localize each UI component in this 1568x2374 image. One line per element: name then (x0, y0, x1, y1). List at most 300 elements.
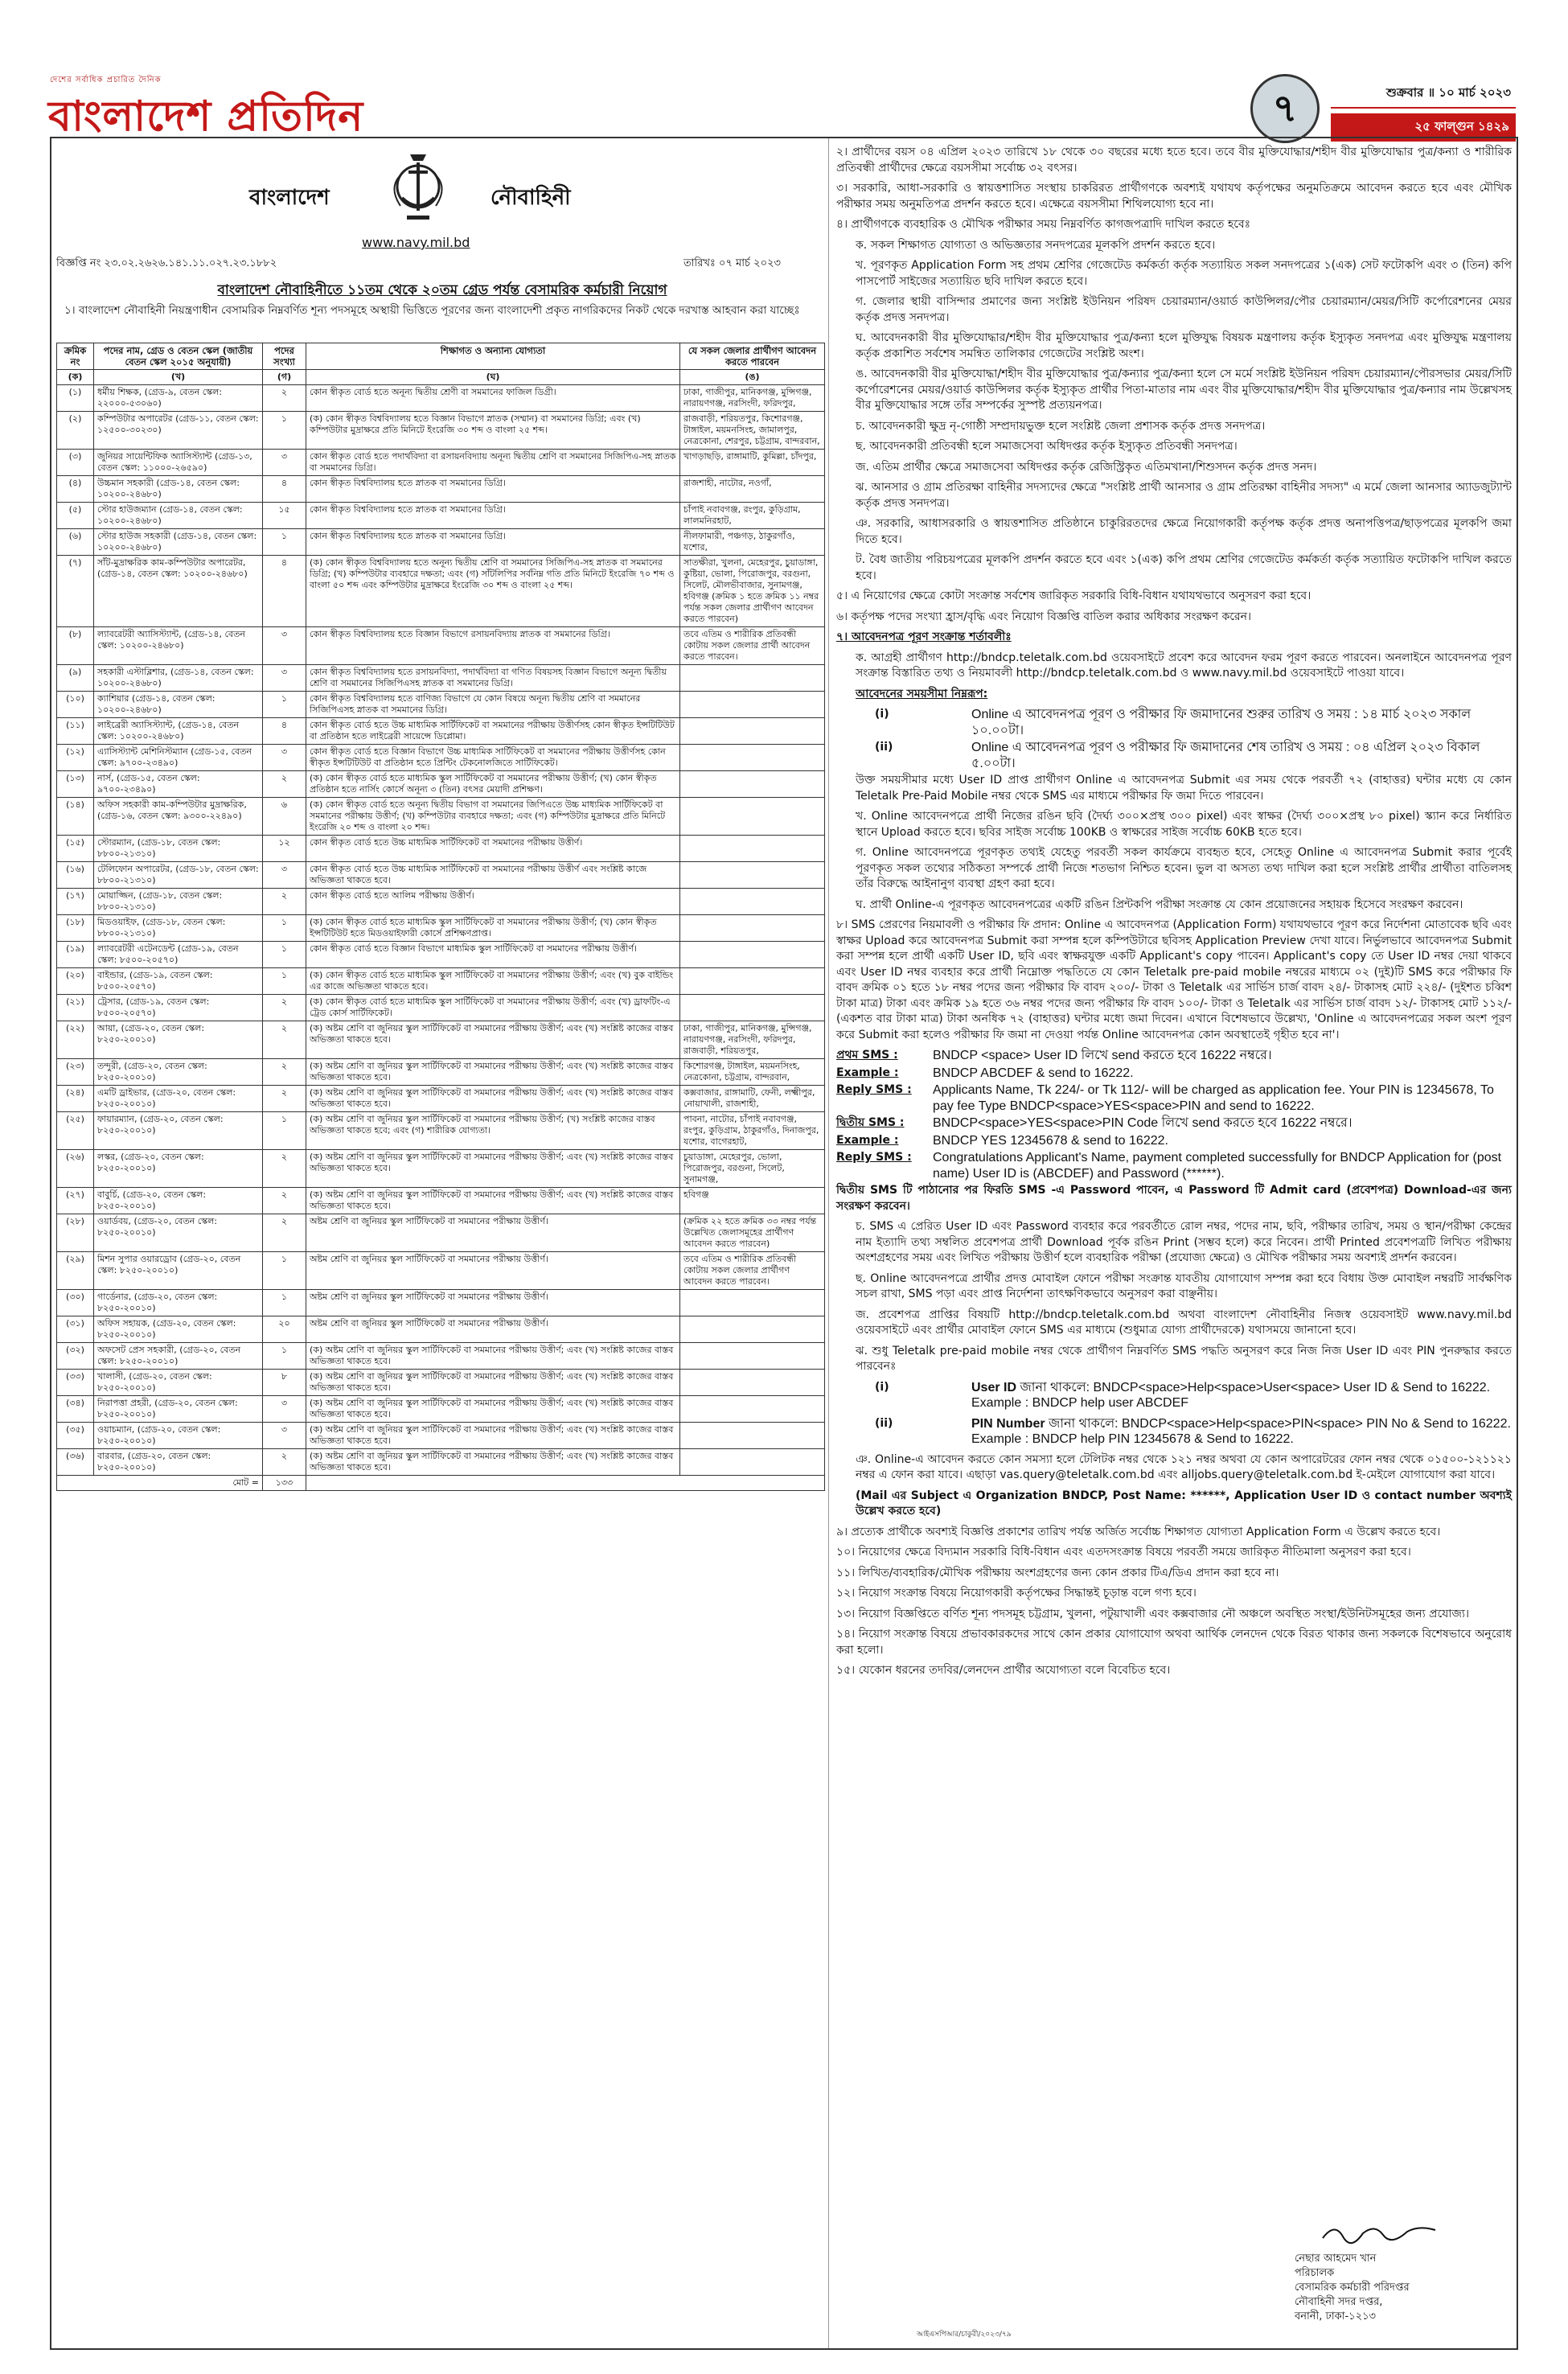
row-serial: (১০) (57, 692, 94, 718)
letter-cell: (গ) (263, 370, 306, 385)
row-qualification: (ক) কোন স্বীকৃত বোর্ড হতে মাধ্যমিক স্কুল সার্টিফিকেট বা সমমানের পরীক্ষায় উত্তীর্ণ; এবং (খ) ড্রাফটিং-এ ট্রেড কোর্স সার্টিফিকেট। (306, 995, 680, 1021)
schedule-title: আবেদনের সময়সীমা নিম্নরূপ: (856, 687, 988, 700)
table-row (57, 995, 825, 1021)
document-item: চ. আবেদনকারী ক্ষুদ্র নৃ-গোষ্ঠী সম্প্রদায়ভুক্ত হলে সংশ্লিষ্ট জেলা প্রশাসক কর্তৃক প্রদত্ত সনদপত্র। (856, 419, 1266, 433)
row-post: এ্যাসিস্ট্যান্ট মেশিনিস্টম্যান (গ্রেড-১৫, বেতন স্কেল: ৯৭০০-২৩৪৯০) (94, 745, 263, 771)
table-row (57, 556, 825, 627)
recovery-instruction: জানা থাকলে: BNDCP<space>Help<space>PIN<space> PIN No & Send to 16222. (1049, 1416, 1511, 1431)
clause-posting-area: ১৩। নিয়োগ বিজ্ঞপ্তিতে বর্ণিত শূন্য পদসমূহ চট্টগ্রাম, খুলনা, পটুয়াখালী এবং কক্সবাজার নৌ অঞ্চলে অবস্থিত সংস্থা/ইউনিটসমূহের জন্য প্রযোজ্য। (836, 1607, 1469, 1620)
row-post: আয়া, (গ্রেড-২০, বেতন স্কেল: ৮২৫০-২০০১০) (94, 1021, 263, 1059)
row-post: কম্পিউটার অপারেটর (গ্রেড-১১, বেতন স্কেল: ১২৫০০-৩০২৩০) (94, 412, 263, 450)
document-item: ট. বৈধ জাতীয় পরিচয়পত্রের মূলকপি প্রদর্শন করতে হবে এবং ১(এক) কপি প্রথম শ্রেণির গেজেটেড কর্মকর্তা কর্তৃক সত্যায়িত ফটোকপি দাখিল করতে হবে। (856, 553, 1512, 582)
clause-no-influence: ১৪। নিয়োগ সংক্রান্ত বিষয়ে প্রভাবকারকদের সাথে কোন প্রকার যোগাযোগ অথবা আর্থিক লেনদেন থেকে বিরত থাকার জন্য সকলকে বিশেষভাবে অনুরোধ করা হলো। (836, 1628, 1512, 1657)
row-post: ল্যাবরেটরী এটেনডেন্ট (গ্রেড-১৯, বেতন স্কেল: ৮৫০০-২০৫৭০) (94, 942, 263, 968)
sms-line (836, 1115, 1512, 1132)
clause-no-ta-da: ১১। লিখিত/ব্যবহারিক/মৌখিক পরীক্ষায় অংশগ্রহণের জন্য কোন প্রকার টিএ/ডিএ প্রদান করা হবে না। (836, 1566, 1279, 1579)
row-qualification: (ক) অষ্টম শ্রেণি বা জুনিয়র স্কুল সার্টিফিকেট বা সমমানের পরীক্ষায় উত্তীর্ণ; (খ) সংশ্লিষ্ট কাজের বাস্তব অভিজ্ঞতা থাকতে হবে; এবং (গ) শারীরিক যোগ্যতা। (306, 1112, 680, 1150)
row-post: খালাসী, (গ্রেড-২০, বেতন স্কেল: ৮২৫০-২০০১০) (94, 1370, 263, 1396)
sms-key: Example : (836, 1133, 899, 1147)
row-qualification: কোন স্বীকৃত বোর্ড হতে উচ্চ মাধ্যমিক সার্টিফিকেট বা সমমানের পরীক্ষায় উত্তীর্ণসহ কোন স্বীকৃত ইন্সটিটিউট বা প্রতিষ্ঠান হতে লাইব্রেরী সায়েন্সে ডিপ্লোমা। (306, 718, 680, 745)
sms-line (836, 1082, 1512, 1114)
sms-value: Applicants Name, Tk 224/- or Tk 112/- will be charged as application fee. Your PIN is 12345678, To pay fee Type BNDCP<space>YES<space>PIN and send to 16222. (933, 1083, 1494, 1113)
row-serial: (৯) (57, 665, 94, 692)
row-districts (680, 915, 825, 942)
row-post: এমটি ড্রাইভার, (গ্রেড-২০, বেতন স্কেল: ৮২৫০-২০০১০) (94, 1086, 263, 1112)
row-post: মিডওয়াইফ, (গ্রেড-১৮, বেতন স্কেল: ৮৮০০-২১৩১০) (94, 915, 263, 942)
clause-documents: ৪। প্রার্থীগণকে ব্যবহারিক ও মৌখিক পরীক্ষার সময় নিম্নবর্ণিত কাগজপত্রাদি দাখিল করতে হবেঃ (836, 218, 1251, 231)
row-count: ১ (263, 1112, 306, 1150)
header-qualification: শিক্ষাগত ও অন্যান্য যোগ্যতা (306, 343, 680, 370)
row-qualification: (ক) অষ্টম শ্রেণি বা জুনিয়র স্কুল সার্টিফিকেট বা সমমানের পরীক্ষায় উত্তীর্ণ; এবং (খ) সংশ্লিষ্ট কাজের বাস্তব অভিজ্ঞতা থাকতে হবে। (306, 1370, 680, 1396)
row-serial: (৬) (57, 529, 94, 556)
table-row (57, 1150, 825, 1188)
date-bangla: ২৫ ফাল্গুন ১৪২৯ (1331, 113, 1516, 142)
row-serial: (৩) (57, 450, 94, 476)
sms-line (836, 1048, 1512, 1064)
row-post: তন্দুরী, (গ্রেড-২০, বেতন স্কেল: ৮২৫০-২০০১০) (94, 1059, 263, 1086)
memo-date: তারিখঃ ০৭ মার্চ ২০২৩ (683, 257, 781, 269)
clause-mail-subject: (Mail এর Subject এ Organization BNDCP, Post Name: ******, Application User ID ও contact number অবশ্যই উল্লেখ করতে হবে) (856, 1489, 1512, 1518)
row-serial: (২৩) (57, 1059, 94, 1086)
row-qualification: (ক) অষ্টম শ্রেণি বা জুনিয়র স্কুল সার্টিফিকেট বা সমমানের পরীক্ষায় উত্তীর্ণ; এবং (খ) সংশ্লিষ্ট কাজের বাস্তব অভিজ্ঞতা থাকতে হবে। (306, 1021, 680, 1059)
table-row (57, 529, 825, 556)
total-value: ১৩৩ (263, 1476, 306, 1491)
row-post: মিশন সুপার ওয়ারড্রোব (গ্রেড-২০, বেতন স্কেল: ৮২৫০-২০০১০) (94, 1252, 263, 1290)
row-districts: ঢাকা, গাজীপুর, মানিকগঞ্জ, মুন্সিগঞ্জ, নারায়ণগঞ্জ, নরসিংদী, ফরিদপুর, (680, 385, 825, 412)
row-serial: (১৩) (57, 771, 94, 798)
row-districts (680, 798, 825, 836)
row-count: ৩ (263, 1396, 306, 1423)
sms-value: Congratulations Applicant's Name, payment completed successfully for BNDCP Application for (post name) User ID is (ABCDEF) and Password (******). (933, 1151, 1502, 1181)
row-qualification: (ক) কোন স্বীকৃত বোর্ড হতে মাধ্যমিক স্কুল সার্টিফিকেট বা সমমানের পরীক্ষায় উত্তীর্ণ; এবং (খ) বুক বাইন্ডিং এর কাজে অভিজ্ঞতা থাকতে হবে। (306, 968, 680, 995)
documents-list (836, 238, 1512, 585)
letter-cell: (ক) (57, 370, 94, 385)
sms-key: দ্বিতীয় SMS : (836, 1116, 905, 1129)
row-count: ১ (263, 412, 306, 450)
row-post: ল্যাবরেটরী অ্যাসিস্ট্যান্ট, (গ্রেড-১৪, বেতন স্কেল: ১০২০০-২৪৬৮০) (94, 627, 263, 665)
website-link[interactable]: www.navy.mil.bd (362, 235, 470, 250)
clause-admit-card: চ. SMS এ প্রেরিত User ID এবং Password ব্যবহার করে পরবর্তীতে রোল নম্বর, পদের নাম, ছবি, পরীক্ষার তারিখ, সময় ও স্থান/পরীক্ষা কেন্দ্রের নাম ইত্যাদি তথ্য সম্বলিত প্রবেশপত্র প্রার্থী Download পূর্বক রঙিন Print (সম্ভব হলে) করে নিবেন। প্রার্থী Printed প্রবেশপত্রটি লিখিত পরীক্ষায় অংশগ্রহণের সময় এবং লিখিত পরীক্ষায় উত্তীর্ণ হলে ব্যবহারিক পরীক্ষা (প্রযোজ্য ক্ষেত্রে) ও মৌখিক পরীক্ষার সময় অবশ্যই প্রদর্শন করবেন। (856, 1220, 1512, 1264)
row-districts: কক্সবাজার, রাঙ্গামাটি, ফেনী, লক্ষ্মীপুর, নোয়াখালী, রাজশাহী, (680, 1086, 825, 1112)
table-row (57, 968, 825, 995)
row-count: ৩ (263, 450, 306, 476)
clause-disqualification: ১৫। যেকোন ধরনের তদবির/লেনদেন প্রার্থীর অযোগ্যতা বলে বিবেচিত হবে। (836, 1664, 1171, 1677)
row-serial: (৫) (57, 503, 94, 529)
schedule-list (836, 707, 1512, 771)
row-qualification: কোন স্বীকৃত বিশ্ববিদ্যালয় হতে রসায়নবিদ্যা, পদার্থবিদ্যা বা গণিত বিষয়সহ বিজ্ঞান বিভাগে অনূন্য দ্বিতীয় শ্রেণি বা সমমানের সিজিপিএসহ স্নাতক বা সমমানের ডিগ্রি। (306, 665, 680, 692)
row-serial: (২) (57, 412, 94, 450)
row-districts (680, 745, 825, 771)
row-post: টেলিফোন অপারেটর, (গ্রেড-১৮, বেতন স্কেল: ৮৮০০-২১৩১০) (94, 862, 263, 889)
table-row (57, 1086, 825, 1112)
recovery-list (836, 1380, 1512, 1448)
schedule-item (836, 707, 1512, 738)
row-qualification: কোন স্বীকৃত বোর্ড হতে বিজ্ঞান বিভাগে মাধ্যমিক স্কুল সার্টিফিকেট বা সমমানের পরীক্ষায় উত্তীর্ণ। (306, 942, 680, 968)
row-districts: সাতক্ষীরা, খুলনা, মেহেরপুর, চুয়াডাঙ্গা, কুষ্টিয়া, ভোলা, পিরোজপুর, বরগুনা, সিলেট, মৌলভীবাজার, সুনামগঞ্জ, হবিগঞ্জ (ক্রমিক ১ হতে ক্রমিক ১১ নম্বর পর্যন্ত সকল জেলার প্রার্থীগণ আবেদন করতে পারবেন) (680, 556, 825, 627)
table-row (57, 450, 825, 476)
row-post: অফসেট প্রেস সহকারী, (গ্রেড-২০, বেতন স্কেল: ৮২৫০-২০০১০) (94, 1343, 263, 1370)
document-item: ঝ. আনসার ও গ্রাম প্রতিরক্ষা বাহিনীর সদস্যদের ক্ষেত্রে "সংশ্লিষ্ট প্রার্থী আনসার ও গ্রাম প্রতিরক্ষা বাহিনীর সদস্য" এ মর্মে জেলা আনসার অ্যাডজুট্যান্ট কর্তৃক প্রদত্ত সনদপত্র। (856, 481, 1512, 510)
row-post: সহকারী এস্টাব্লিশার, (গ্রেড-১৪, বেতন স্কেল: ১০২০০-২৪৬৮০) (94, 665, 263, 692)
row-count: ২ (263, 1449, 306, 1476)
row-post: স্টোর হাউজম্যান (গ্রেড-১৪, বেতন স্কেল: ১০২০০-২৪৬৮০) (94, 503, 263, 529)
row-districts (680, 771, 825, 798)
table-total-row (57, 1476, 825, 1491)
row-count: ১৫ (263, 503, 306, 529)
row-qualification: (ক) অষ্টম শ্রেণি বা জুনিয়র স্কুল সার্টিফিকেট বা সমমানের পরীক্ষায় উত্তীর্ণ; এবং (খ) সংশ্লিষ্ট কাজের বাস্তব অভিজ্ঞতা থাকতে হবে। (306, 1059, 680, 1086)
row-post: বারবার, (গ্রেড-২০, বেতন স্কেল: ৮২৫০-২০০১০) (94, 1449, 263, 1476)
row-qualification: কোন স্বীকৃত বোর্ড হতে পদার্থবিদ্যা বা রসায়নবিদ্যায় অনূন্য দ্বিতীয় শ্রেণি বা সমমানের সিজিপিএ-সহ স্নাতক বা সমমানের ডিগ্রি। (306, 450, 680, 476)
row-count: ২ (263, 1214, 306, 1252)
row-serial: (২৪) (57, 1086, 94, 1112)
sms-line (836, 1066, 1512, 1082)
row-districts: রাজশাহী, নাটোর, নওগাঁ, (680, 476, 825, 503)
row-serial: (৩২) (57, 1343, 94, 1370)
row-post: গার্ডেনার, (গ্রেড-২০, বেতন স্কেল: ৮২৫০-২০০১০) (94, 1290, 263, 1316)
row-count: ৪ (263, 718, 306, 745)
letter-cell: (ঙ) (680, 370, 825, 385)
row-qualification: (ক) কোন স্বীকৃত বিশ্ববিদ্যালয় হতে বিজ্ঞান বিভাগে স্নাতক (সম্মান) বা সমমানের ডিগ্রি; এবং (খ) কম্পিউটার মুদ্রাক্ষরে প্রতি মিনিটে ইংরেজি ৩০ শব্দ ও বাংলা ২৫ শব্দ। (306, 412, 680, 450)
row-serial: (৮) (57, 627, 94, 665)
signature-mark (1319, 2216, 1439, 2248)
row-districts: খাগড়াছড়ি, রাঙ্গামাটি, কুমিল্লা, চাঁদপুর, (680, 450, 825, 476)
row-serial: (২৬) (57, 1150, 94, 1188)
table-row (57, 862, 825, 889)
row-qualification: অষ্টম শ্রেণি বা জুনিয়র স্কুল সার্টিফিকেট বা সমমানের পরীক্ষায় উত্তীর্ণ। (306, 1290, 680, 1316)
row-districts: তবে এতিম ও শারীরিক প্রতিবন্ধী কোটায় সকল জেলার প্রার্থী আবেদন করতে পারবেন। (680, 627, 825, 665)
row-qualification: কোন স্বীকৃত বিশ্ববিদ্যালয় হতে বাণিজ্য বিভাগে যে কোন বিষয়ে অনূন্য দ্বিতীয় শ্রেণি বা সমমানের সিজিপিএসহ স্নাতক বা সমমানের ডিগ্রি। (306, 692, 680, 718)
row-post: বাইন্ডার, (গ্রেড-১৯, বেতন স্কেল: ৮৫০০-২০৫৭০) (94, 968, 263, 995)
row-count: ৩ (263, 665, 306, 692)
row-qualification: অষ্টম শ্রেণি বা জুনিয়র স্কুল সার্টিফিকেট বা সমমানের পরীক্ষায় উত্তীর্ণ। (306, 1214, 680, 1252)
sms-key: Reply SMS : (836, 1083, 912, 1096)
row-count: ৩ (263, 1423, 306, 1449)
schedule-value: Online এ আবেদনপত্র পূরণ ও পরীক্ষার ফি জমাদানের শেষ তারিখ ও সময় : ০৪ এপ্রিল ২০২৩ বিকাল ৫.০০টা। (971, 741, 1480, 770)
table-row (57, 798, 825, 836)
org-name-left: বাংলাদেশ (249, 186, 330, 210)
row-districts (680, 718, 825, 745)
document-item: ঙ. আবেদনকারী বীর মুক্তিযোদ্ধা/শহীদ বীর মুক্তিযোদ্ধার পুত্র/কন্যার পুত্র/কন্যা হলে সে মর্মে সংশ্লিষ্ট ইউনিয়ন পরিষদ চেয়ারম্যান/পৌরসভার মেয়র/সিটি কর্পোরেশনের মেয়র/ওয়ার্ড কাউন্সিলর কর্তৃক ইস্যুকৃত প্রার্থীর পিতা-মাতার নাম এবং বীর মুক্তিযোদ্ধার/শহীদ বীর মুক্তিযোদ্ধার পুত্র/কন্যার নাম উল্লেখসহ বীর মুক্তিযোদ্ধার সঙ্গে তাঁর সম্পর্কের সুস্পষ্ট প্রত্যয়নপত্র। (856, 368, 1512, 412)
row-districts: কিশোরগঞ্জ, টাঙ্গাইল, ময়মনসিংহ, নেত্রকোনা, চট্টগ্রাম, বান্দরবান, (680, 1059, 825, 1086)
signatory-title: পরিচালক (1295, 2267, 1335, 2279)
document-item: ঘ. আবেদনকারী বীর মুক্তিযোদ্ধার/শহীদ বীর মুক্তিযোদ্ধার পুত্র/কন্যা হলে মুক্তিযুদ্ধ বিষয়ক মন্ত্রণালয় কর্তৃক ইস্যুকৃত সনদপত্র এবং মুক্তিযুদ্ধ মন্ত্রণালয় কর্তৃক প্রকাশিত সর্বশেষ সমন্বিত তালিকার গেজেটের সংশ্লিষ্ট অংশ। (856, 331, 1512, 360)
schedule-note: উক্ত সময়সীমার মধ্যে User ID প্রাপ্ত প্রার্থীগণ Online এ আবেদনপত্র Submit এর সময় থেকে পরবর্তী ৭২ (বাহাত্তর) ঘন্টার মধ্যে যে কোন Teletalk Pre-Paid Mobile নম্বর থেকে SMS এর মাধ্যমে পরীক্ষার ফি জমা দিতে পারবেন। (856, 774, 1512, 803)
row-post: বাবুর্চি, (গ্রেড-২০, বেতন স্কেল: ৮২৫০-২০০১০) (94, 1188, 263, 1214)
table-row (57, 1059, 825, 1086)
row-count: ৬ (263, 798, 306, 836)
clause-govt-rules: ১০। নিয়োগের ক্ষেত্রে বিদ্যমান সরকারি বিধি-বিধান এবং এতদসংক্রান্ত বিষয়ে পরবর্তী সময়ে জারিকৃত নীতিমালা অনুসরণ করা হবে। (836, 1546, 1411, 1559)
row-qualification: (ক) অষ্টম শ্রেণি বা জুনিয়র স্কুল সার্টিফিকেট বা সমমানের পরীক্ষায় উত্তীর্ণ; এবং (খ) সংশ্লিষ্ট কাজের বাস্তব অভিজ্ঞতা থাকতে হবে। (306, 1150, 680, 1188)
navy-emblem-icon (378, 145, 458, 225)
row-count: ৮ (263, 1370, 306, 1396)
row-post: নিরাপত্তা প্রহরী, (গ্রেড-২০, বেতন স্কেল: ৮২৫০-২০০১০) (94, 1396, 263, 1423)
clause-quota: ৫। এ নিয়োগের ক্ষেত্রে কোটা সংক্রান্ত সর্বশেষ জারিকৃত সরকারি বিধি-বিধান যথাযথভাবে অনুসরণ করা হবে। (836, 589, 1311, 602)
signatory-name: নেছার আহমেদ খান (1295, 2253, 1377, 2265)
row-serial: (১৪) (57, 798, 94, 836)
sms-list (836, 1048, 1512, 1181)
row-count: ১ (263, 1252, 306, 1290)
row-districts (680, 995, 825, 1021)
sms-value: BNDCP <space> User ID লিখে send করতে হবে 16222 নম্বরে। (933, 1049, 1272, 1062)
clause-mobile-contact: ছ. Online আবেদনপত্রে প্রার্থীর প্রদত্ত মোবাইল ফোনে পরীক্ষা সংক্রান্ত যাবতীয় যোগাযোগ সম্পন্ন করা হবে বিধায় উক্ত মোবাইল নম্বরটি সার্বক্ষণিক সচল রাখা, SMS পড়া এবং প্রাপ্ত নির্দেশনা তাৎক্ষণিকভাবে অনুসরণ করা বাঞ্ছনীয়। (856, 1271, 1512, 1300)
row-qualification: (ক) অষ্টম শ্রেণি বা জুনিয়র স্কুল সার্টিফিকেট বা সমমানের পরীক্ষায় উত্তীর্ণ; এবং (খ) সংশ্লিষ্ট কাজের বাস্তব অভিজ্ঞতা থাকতে হবে। (306, 1343, 680, 1370)
row-serial: (২০) (57, 968, 94, 995)
page-number: ৭ (1250, 74, 1320, 143)
row-districts: নীলফামারী, পঞ্চগড়, ঠাকুরগাঁও, যশোর, (680, 529, 825, 556)
sms-key: Reply SMS : (836, 1151, 912, 1164)
row-count: ১২ (263, 836, 306, 862)
header-count: পদের সংখ্যা (263, 343, 306, 370)
row-count: ৪ (263, 556, 306, 627)
signatory-block (1295, 2252, 1504, 2324)
row-qualification: (ক) অষ্টম শ্রেণি বা জুনিয়র স্কুল সার্টিফিকেট বা সমমানের পরীক্ষায় উত্তীর্ণ; এবং (খ) সংশ্লিষ্ট কাজের বাস্তব অভিজ্ঞতা থাকতে হবে। (306, 1423, 680, 1449)
row-districts (680, 862, 825, 889)
row-post: ট্রেসার, (গ্রেড-১৯, বেতন স্কেল: ৮৫০০-২০৫৭০) (94, 995, 263, 1021)
clause-sms-rules: ৮। SMS প্রেরণের নিয়মাবলী ও পরীক্ষার ফি প্রদান: Online এ আবেদনপত্র (Application Form) যথাযথভাবে পূরণ করে নির্দেশনা মোতাবেক ছবি এবং স্বাক্ষর Upload করে আবেদনপত্র Submit করা সম্পন্ন হলে কম্পিউটারে ছবিসহ Application Preview দেখা যাবে। নির্ভুলভাবে আবেদনপত্র Submit করা সম্পন্ন হলে প্রার্থী একটি User ID, ছবি এবং স্বাক্ষরযুক্ত একটি Applicant's copy পাবেন। Applicant's copy তে User ID নম্বর দেয়া থাকবে এবং User ID নম্বর ব্যবহার করে প্রার্থী নিম্নোক্ত পদ্ধতিতে যে কোন Teletalk pre-paid mobile নম্বরের মাধ্যমে ০২ (দুই)টি SMS করে পরীক্ষার ফি বাবদ ক্রমিক ০১ হতে ১৮ নম্বর পদের জন্য পরীক্ষার ফি বাবদ ২০০/- টাকা ও Teletalk এর সার্ভিস চার্জ বাবদ ২৪/- টাকাসহ মোট ২২৪/- (দুইশত চব্বিশ টাকা মাত্র) টাকা এবং ক্রমিক ১৯ হতে ৩৬ নম্বর পদের জন্য পরীক্ষার ফি বাবদ ১০০/- টাকা ও Teletalk এর সার্ভিস চার্জ বাবদ ১২/- টাকাসহ মোট ১১২/- (একশত বার টাকা মাত্র) টাকা অনধিক ৭২ (বাহাত্তর) ঘন্টার মধ্যে জমা দিবেন। এখানে বিশেষভাবে উল্লেখ্য, 'Online এ আবেদনপত্রের সকল অংশ পূরণ করে Submit করা হলেও পরীক্ষার ফি জমা না দেওয়া পর্যন্ত Online আবেদনপত্র কোন অবস্থাতেই গৃহীত হবে না'। (836, 918, 1513, 1041)
masthead-tagline: দেশের সর্বাধিক প্রচারিত দৈনিক (50, 76, 162, 84)
sms-value: BNDCP<space>YES<space>PIN Code লিখে send করতে হবে 16222 নম্বরে। (933, 1116, 1353, 1130)
row-serial: (১৯) (57, 942, 94, 968)
recovery-example: Example : BNDCP help PIN 12345678 & Send to 16222. (971, 1432, 1294, 1446)
row-qualification: অষ্টম শ্রেণি বা জুনিয়র স্কুল সার্টিফিকেট বা সমমানের পরীক্ষায় উত্তীর্ণ। (306, 1252, 680, 1290)
right-column (836, 145, 1512, 1684)
clause-reserve-rights: ৬। কর্তৃপক্ষ পদের সংখ্যা হ্রাস/বৃদ্ধি এবং নিয়োগ বিজ্ঞপ্তি বাতিল করার অধিকার সংরক্ষণ করেন। (836, 610, 1251, 623)
row-serial: (৩১) (57, 1316, 94, 1343)
row-serial: (৩৫) (57, 1423, 94, 1449)
row-qualification: (ক) অষ্টম শ্রেণি বা জুনিয়র স্কুল সার্টিফিকেট বা সমমানের পরীক্ষায় উত্তীর্ণ; এবং (খ) সংশ্লিষ্ট কাজের বাস্তব অভিজ্ঞতা থাকতে হবে। (306, 1396, 680, 1423)
document-item: ছ. আবেদনকারী প্রতিবন্ধী হলে সমাজসেবা অধিদপ্তর কর্তৃক ইস্যুকৃত প্রতিবন্ধী সনদপত্র। (856, 440, 1238, 453)
row-districts (680, 1423, 825, 1449)
row-serial: (৩৬) (57, 1449, 94, 1476)
recovery-title: User ID (971, 1380, 1017, 1394)
row-qualification: (ক) অষ্টম শ্রেণি বা জুনিয়র স্কুল সার্টিফিকেট বা সমমানের পরীক্ষায় উত্তীর্ণ; এবং (খ) সংশ্লিষ্ট কাজের বাস্তব অভিজ্ঞতা থাকতে হবে। (306, 1188, 680, 1214)
row-serial: (১৬) (57, 862, 94, 889)
row-qualification: (ক) অষ্টম শ্রেণি বা জুনিয়র স্কুল সার্টিফিকেট বা সমমানের পরীক্ষায় উত্তীর্ণ; এবং (খ) সংশ্লিষ্ট কাজের বাস্তব অভিজ্ঞতা থাকতে হবে। (306, 1449, 680, 1476)
row-qualification: কোন স্বীকৃত বিশ্ববিদ্যালয় হতে স্নাতক বা সমমানের ডিগ্রি। (306, 476, 680, 503)
table-row (57, 1316, 825, 1343)
row-qualification: (ক) কোন স্বীকৃত বোর্ড হতে মাধ্যমিক স্কুল সার্টিফিকেট বা সমমানের পরীক্ষায় উত্তীর্ণ; (খ) কোন স্বীকৃত প্রতিষ্ঠান হতে নার্সিং কোর্সে অনূন্য ৩ (তিন) বৎসর মেয়াদী প্রশিক্ষণ। (306, 771, 680, 798)
row-count: ৩ (263, 627, 306, 665)
jobs-table (56, 343, 825, 1491)
table-row (57, 1290, 825, 1316)
table-row (57, 665, 825, 692)
table-row (57, 745, 825, 771)
total-label: মোট = (57, 1476, 263, 1491)
row-count: ১ (263, 942, 306, 968)
table-row (57, 1188, 825, 1214)
row-count: ২ (263, 889, 306, 915)
row-serial: (১৮) (57, 915, 94, 942)
row-count: ৩ (263, 745, 306, 771)
row-districts (680, 1396, 825, 1423)
row-qualification: কোন স্বীকৃত বোর্ড হতে উচ্চ মাধ্যমিক সার্টিফিকেট বা সমমানের পরীক্ষায় উত্তীর্ণ। (306, 836, 680, 862)
row-serial: (৩৩) (57, 1370, 94, 1396)
header-serial: ক্রমিক নং (57, 343, 94, 370)
memo-number: বিজ্ঞপ্তি নং ২৩.০২.২৬২৬.১৪১.১১.০২৭.২৩.১৮৮২ (56, 257, 277, 269)
org-name-right: নৌবাহিনী (491, 186, 571, 210)
sms-value: BNDCP ABCDEF & send to 16222. (933, 1066, 1134, 1080)
row-post: ক্যাশিয়ার (গ্রেড-১৪, বেতন স্কেল: ১০২০০-২৪৬৮০) (94, 692, 263, 718)
row-post: লস্কর, (গ্রেড-২০, বেতন স্কেল: ৮২৫০-২০০১০) (94, 1150, 263, 1188)
table-row (57, 915, 825, 942)
sms-key: Example : (836, 1066, 899, 1079)
table-row (57, 627, 825, 665)
row-serial: (১৭) (57, 889, 94, 915)
row-serial: (৭) (57, 556, 94, 627)
row-count: ২ (263, 995, 306, 1021)
sms-value: BNDCP YES 12345678 & send to 16222. (933, 1133, 1168, 1148)
row-qualification: কোন স্বীকৃত বোর্ড হতে উচ্চ মাধ্যমিক সার্টিফিকেট বা সমমানের পরীক্ষায় উত্তীর্ণ এবং সংশ্লিষ্ট কাজে অভিজ্ঞতা থাকতে হবে। (306, 862, 680, 889)
row-post: জুনিয়র সায়েন্টিফিক অ্যাসিস্ট্যান্ট (গ্রেড-১৩, বেতন স্কেল: ১১০০০-২৬৫৯০) (94, 450, 263, 476)
row-districts: তবে এতিম ও শারীরিক প্রতিবন্ধী কোটায় সকল জেলার প্রার্থীগণ আবেদন করতে পারবেন। (680, 1252, 825, 1290)
row-districts: চাঁপাই নবাবগঞ্জ, রংপুর, কুড়িগ্রাম, লালমনিরহাট, (680, 503, 825, 529)
jobs-table-body (57, 385, 825, 1491)
document-item: ঞ. সরকারি, আধাসরকারি ও স্বায়ত্তশাসিত প্রতিষ্ঠানে চাকুরিরতদের ক্ষেত্রে নিয়োগকারী কর্তৃপক্ষ কর্তৃক প্রদত্ত অনাপত্তিপত্র/ছাড়পত্রের মূলকপি জমা দিতে হবে। (856, 517, 1512, 546)
row-districts (680, 1290, 825, 1316)
row-districts (680, 836, 825, 862)
table-row (57, 1423, 825, 1449)
row-qualification: কোন স্বীকৃত বিশ্ববিদ্যালয় হতে স্নাতক বা সমমানের ডিগ্রি। (306, 503, 680, 529)
row-post: ফায়ারম্যান, (গ্রেড-২০, বেতন স্কেল: ৮২৫০-২০০১০) (94, 1112, 263, 1150)
table-row (57, 412, 825, 450)
header-districts: যে সকল জেলার প্রার্থীগণ আবেদন করতে পারবেন (680, 343, 825, 370)
row-post: লাইব্রেরী অ্যাসিস্ট্যান্ট, (গ্রেড-১৪, বেতন স্কেল: ১০২০০-২৪৬৮০) (94, 718, 263, 745)
document-item: জ. এতিম প্রার্থীর ক্ষেত্রে সমাজসেবা অধিদপ্তর কর্তৃক রেজিস্ট্রিকৃত এতিমখানা/শিশুসদন কর্তৃক প্রদত্ত সনদ। (856, 460, 1317, 474)
row-districts: চুয়াডাঙ্গা, মেহেরপুর, ভোলা, পিরোজপুর, বরগুনা, সিলেট, সুনামগঞ্জ, (680, 1150, 825, 1188)
newspaper-logo: বাংলাদেশ প্রতিদিন (48, 92, 364, 141)
row-count: ৩ (263, 862, 306, 889)
table-row (57, 476, 825, 503)
table-row (57, 692, 825, 718)
row-qualification: কোন স্বীকৃত বোর্ড হতে আলিম পরীক্ষায় উত্তীর্ণ। (306, 889, 680, 915)
sms-line (836, 1150, 1512, 1181)
row-post: সাঁট-মুদ্রাক্ষরিক কাম-কম্পিউটার অপারেটর, (গ্রেড-১৪, বেতন স্কেল: ১০২০০-২৪৬৮০) (94, 556, 263, 627)
clause-admit-notice: জ. প্রবেশপত্র প্রাপ্তির বিষয়টি http://bndcp.teletalk.com.bd অথবা বাংলাদেশ নৌবাহিনীর নিজস্ব ওয়েবসাইট www.navy.mil.bd ওয়েবসাইটে এবং প্রার্থীর মোবাইল ফোনে SMS এর মাধ্যমে (শুধুমাত্র যোগ্য প্রার্থীদেরকে) যথাসময়ে জানানো হবে। (856, 1308, 1512, 1337)
row-qualification: কোন স্বীকৃত বিশ্ববিদ্যালয় হতে বিজ্ঞান বিভাগে রসায়নবিদ্যায় স্নাতক বা সমমানের ডিগ্রি। (306, 627, 680, 665)
row-post: নার্স, (গ্রেড-১৫, বেতন স্কেল: ৯৭০০-২৩৪৯০) (94, 771, 263, 798)
row-qualification: (ক) কোন স্বীকৃত বোর্ড হতে অনূন্য দ্বিতীয় বিভাগ বা সমমানের জিপিএতে উচ্চ মাধ্যমিক সার্টিফিকেট বা সমমানের পরীক্ষায় উত্তীর্ণ; (খ) কম্পিউটার ব্যবহারে দক্ষতা; এবং (গ) কম্পিউটার মুদ্রাক্ষরে প্রতি মিনিটে ইংরেজি ২০ শব্দ ও বাংলা ২০ শব্দ। (306, 798, 680, 836)
recovery-key: (ii) (875, 1416, 893, 1430)
clause-information-accuracy: গ. Online আবেদনপত্রে পূরণকৃত তথ্যই যেহেতু পরবর্তী সকল কার্যক্রমে ব্যবহৃত হবে, সেহেতু Online এ আবেদনপত্র Submit করার পূর্বেই পূরণকৃত সকল তথ্যের সঠিকতা সম্পর্কে প্রার্থী নিজে শতভাগ নিশ্চিত হবেন। ভুল বা অসত্য তথ্য দাখিল করা হলে সংশ্লিষ্ট প্রার্থীর প্রার্থীতা বাতিলসহ তাঁর বিরুদ্ধে আইনানুগ ব্যবস্থা গ্রহণ করা হবে। (856, 846, 1512, 890)
sms-line (836, 1133, 1512, 1149)
table-row (57, 1370, 825, 1396)
row-count: ২ (263, 1150, 306, 1188)
row-districts (680, 665, 825, 692)
recovery-instruction: জানা থাকলে: BNDCP<space>Help<space>User<space> User ID & Send to 16222. (1020, 1380, 1491, 1394)
row-qualification: (ক) অষ্টম শ্রেণি বা জুনিয়র স্কুল সার্টিফিকেট বা সমমানের পরীক্ষায় উত্তীর্ণ; এবং (খ) সংশ্লিষ্ট কাজের বাস্তব অভিজ্ঞতা থাকতে হবে। (306, 1086, 680, 1112)
document-item: খ. পূরণকৃত Application Form সহ প্রথম শ্রেণির গেজেটেড কর্মকর্তা কর্তৃক সত্যায়িত সকল সনদপত্রের ১(এক) সেট ফটোকপি এবং ৩ (তিন) কপি পাসপোর্ট সাইজের সত্যায়িত ছবি দাখিল করতে হবে। (856, 259, 1512, 288)
row-post: উচ্চমান সহকারী (গ্রেড-১৪, বেতন স্কেল: ১০২০০-২৪৬৮০) (94, 476, 263, 503)
clause-helpline: ঞ. Online-এ আবেদন করতে কোন সমস্যা হলে টেলিটক নম্বর থেকে ১২১ নম্বর অথবা যে কোন অপারেটরের ফোন নম্বর থেকে ০১৫০০-১২১১২১ নম্বর এ ফোন করা যাবে। এছাড়া vas.query@teletalk.com.bd এবং alljobs.query@teletalk.com.bd ই-মেইলে যোগাযোগ করা যাবে। (856, 1452, 1512, 1481)
row-serial: (২১) (57, 995, 94, 1021)
recovery-item (836, 1416, 1512, 1448)
signatory-address: বনানী, ঢাকা-১২১৩ (1295, 2310, 1376, 2323)
schedule-value: Online এ আবেদনপত্র পূরণ ও পরীক্ষার ফি জমাদানের শুরুর তারিখ ও সময় : ১৪ মার্চ ২০২৩ সকাল ১০.০০টা। (971, 708, 1472, 737)
row-serial: (১১) (57, 718, 94, 745)
table-row (57, 1449, 825, 1476)
schedule-key: (ii) (875, 741, 893, 754)
row-serial: (১৫) (57, 836, 94, 862)
row-count: ২ (263, 1059, 306, 1086)
row-post: ধর্মীয় শিক্ষক, (গ্রেড-৯, বেতন স্কেল: ২২০০০-৫৩০৬০) (94, 385, 263, 412)
clause-application-title: ৭। আবেদনপত্র পূরণ সংক্রান্ত শর্তাবলীঃ (836, 630, 1012, 643)
clause-photo-upload: খ. Online আবেদনপত্রে প্রার্থী নিজের রঙিন ছবি (দৈর্ঘ্য ৩০০×প্রস্থ ৩০০ pixel) এবং স্বাক্ষর (দৈর্ঘ্য ৩০০×প্রস্থ ৮০ pixel) স্ক্যান করে নির্ধারিত স্থানে Upload করতে হবে। ছবির সাইজ সর্বোচ্চ 100KB ও স্বাক্ষরের সাইজ সর্বোচ্চ 60KB হতে হবে। (856, 810, 1512, 839)
row-serial: (২৭) (57, 1188, 94, 1214)
row-qualification: কোন স্বীকৃত বিশ্ববিদ্যালয় হতে স্নাতক বা সমমানের ডিগ্রি। (306, 529, 680, 556)
row-count: ২ (263, 771, 306, 798)
row-districts: (ক্রমিক ২২ হতে ক্রমিক ৩৩ নম্বর পর্যন্ত উল্লেখিত জেলাসমূহের প্রার্থীগণ আবেদন করতে পারবেন) (680, 1214, 825, 1252)
clause-qualification-entry: ৯। প্রত্যেক প্রার্থীকে অবশ্যই বিজ্ঞপ্তি প্রকাশের তারিখ পর্যন্ত অর্জিত সর্বোচ্চ শিক্ষাগত যোগ্যতা Application Form এ উল্লেখ করতে হবে। (836, 1525, 1441, 1538)
document-item: গ. জেলার স্থায়ী বাসিন্দার প্রমাণের জন্য সংশ্লিষ্ট ইউনিয়ন পরিষদ চেয়ারম্যান/ওয়ার্ড কাউন্সিলর/পৌর চেয়ারম্যান/মেয়র/সিটি কর্পোরেশনের মেয়র কর্তৃক প্রদত্ত সনদপত্র। (856, 295, 1512, 324)
recovery-example: Example : BNDCP help user ABCDEF (971, 1396, 1189, 1410)
sms-password-note: দ্বিতীয় SMS টি পাঠানোর পর ফিরতি SMS -এ Password পাবেন, এ Password টি Admit card (প্রবেশপত্র) Download-এর জন্য সংরক্ষণ করবেন। (836, 1184, 1512, 1213)
document-item: ক. সকল শিক্ষাগত যোগ্যতা ও অভিজ্ঞতার সনদপত্রের মূলকপি প্রদর্শন করতে হবে। (856, 238, 1216, 252)
row-serial: (২৯) (57, 1252, 94, 1290)
row-post: অফিস সহায়ক, (গ্রেড-২০, বেতন স্কেল: ৮২৫০-২০০১০) (94, 1316, 263, 1343)
table-letter-row (57, 370, 825, 385)
table-row (57, 1112, 825, 1150)
recovery-title: PIN Number (971, 1416, 1045, 1431)
header-post: পদের নাম, গ্রেড ও বেতন স্কেল (জাতীয় বেতন স্কেল ২০১৫ অনুযায়ী) (94, 343, 263, 370)
clause-age: ২। প্রার্থীদের বয়স ০৪ এপ্রিল ২০২৩ তারিখে ১৮ থেকে ৩০ বছরের মধ্যে হতে হবে। তবে বীর মুক্তিযোদ্ধার/শহীদ বীর মুক্তিযোদ্ধার পুত্র/কন্যা ও শারীরিক প্রতিবন্ধী প্রার্থীদের ক্ষেত্রে বয়সসীমা সর্বোচ্চ ৩২ বৎসর। (836, 146, 1512, 175)
row-count: ২ (263, 1086, 306, 1112)
row-post: স্টোর হাউজ সহকারী (গ্রেড-১৪, বেতন স্কেল: ১০২০০-২৪৬৮০) (94, 529, 263, 556)
sms-key: প্রথম SMS : (836, 1049, 898, 1062)
total-blank (306, 1476, 825, 1491)
table-row (57, 1252, 825, 1290)
row-districts (680, 692, 825, 718)
date-gregorian: শুক্রবার ॥ ১০ মার্চ ২০২৩ (1331, 80, 1516, 109)
clause-govt-employees: ৩। সরকারি, আধা-সরকারি ও স্বায়ত্তশাসিত সংস্থায় চাকরিরত প্রার্থীগণকে অবশ্যই যথাযথ কর্তৃপক্ষের অনুমতিক্রমে আবেদন করতে হবে এবং মৌখিক পরীক্ষার সময় অনুমতিপত্র প্রদর্শন করতে হবে। এক্ষেত্রে বয়সসীমা শিথিলযোগ্য হবে না। (836, 182, 1512, 211)
row-count: ২ (263, 1021, 306, 1059)
row-count: ২ (263, 385, 306, 412)
row-districts (680, 889, 825, 915)
table-row (57, 1021, 825, 1059)
row-count: ২ (263, 1188, 306, 1214)
row-serial: (৪) (57, 476, 94, 503)
row-post: স্টোরম্যান, (গ্রেড-১৮, বেতন স্কেল: ৮৮০০-২১৩১০) (94, 836, 263, 862)
recovery-key: (i) (875, 1380, 889, 1394)
row-qualification: অষ্টম শ্রেণি বা জুনিয়র স্কুল সার্টিফিকেট বা সমমানের পরীক্ষায় উত্তীর্ণ। (306, 1316, 680, 1343)
row-serial: (১২) (57, 745, 94, 771)
table-row (57, 1343, 825, 1370)
row-districts: রাজবাড়ী, শরিয়তপুর, কিশোরগঞ্জ, টাঙ্গাইল, ময়মনসিংহ, জামালপুর, নেত্রকোনা, শেরপুর, চট্টগ্রাম, বান্দরবান, (680, 412, 825, 450)
row-count: ১ (263, 968, 306, 995)
ad-title: বাংলাদেশ নৌবাহিনীতে ১১তম থেকে ২০তম গ্রেড পর্যন্ত বেসামরিক কর্মচারী নিয়োগ (217, 282, 667, 298)
table-row (57, 942, 825, 968)
table-header-row (57, 343, 825, 370)
clause-recovery: ঝ. শুধু Teletalk pre-paid mobile নম্বর থেকে প্রার্থীগণ নিম্নবর্ণিত SMS পদ্ধতি অনুসরণ করে নিজ নিজ User ID এবং PIN পুনরুদ্ধার করতে পারবেনঃ (856, 1344, 1512, 1373)
clause-printout: ঘ. প্রার্থী Online-এ পূরণকৃত আবেদনপত্রের একটি রঙিন প্রিন্টকপি পরীক্ষা সংক্রান্ত যে কোন প্রয়োজনের সহায়ক হিসেবে সংরক্ষণ করবেন। (856, 897, 1463, 911)
row-serial: (২৮) (57, 1214, 94, 1252)
row-post: মোয়াজ্জিন, (গ্রেড-১৮, বেতন স্কেল: ৮৮০০-২১৩১০) (94, 889, 263, 915)
row-post: ওয়ার্ডবয়, (গ্রেড-২০, বেতন স্কেল: ৮২৫০-২০০১০) (94, 1214, 263, 1252)
row-count: ১ (263, 692, 306, 718)
row-count: ১ (263, 1343, 306, 1370)
row-serial: (৩০) (57, 1290, 94, 1316)
letter-cell: (খ) (94, 370, 263, 385)
row-districts (680, 968, 825, 995)
date-box (1331, 80, 1516, 142)
table-row (57, 503, 825, 529)
row-districts (680, 942, 825, 968)
row-serial: (১) (57, 385, 94, 412)
row-districts (680, 1370, 825, 1396)
row-qualification: কোন স্বীকৃত বোর্ড হতে অনূন্য দ্বিতীয় শ্রেণী বা সমমানের ফাজিল ডিগ্রী। (306, 385, 680, 412)
row-count: ২০ (263, 1316, 306, 1343)
row-count: ৪ (263, 476, 306, 503)
table-row (57, 1214, 825, 1252)
